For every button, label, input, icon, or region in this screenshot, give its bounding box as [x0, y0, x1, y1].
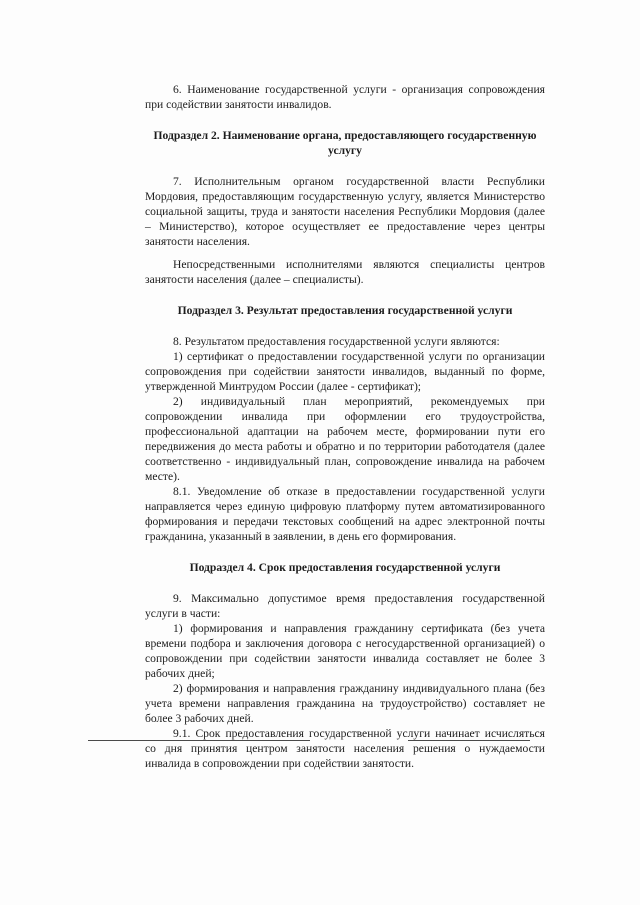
paragraph-item-9-1-term: 9.1. Срок предоставления государственной услуги начинает исчисляться со дня принятия центром занятости населения решения о нуждаемости инвалида в сопровождении при содействии занятости.	[145, 727, 545, 770]
paragraph-item-8-1: 1) сертификат о предоставлении государственной услуги по организации сопровождения при содействии занятости инвалидов, выданный по форме, утвержденной Минтрудом России (далее - сертификат);	[145, 350, 545, 393]
paragraph-item-8: 8. Результатом предоставления государственной услуги являются:	[173, 335, 500, 348]
paragraph-item-9-2: 2) формирования и направления гражданину индивидуального плана (без учета времени направления гражданина на трудоустройство) составляет не более 3 рабочих дней.	[145, 682, 545, 725]
footer-rule-right	[408, 740, 530, 741]
subsection-4-title: Подраздел 4. Срок предоставления государственной услуги	[189, 561, 501, 574]
paragraph-item-9: 9. Максимально допустимое время предоставления государственной услуги в части:	[145, 592, 545, 620]
subsection-3-title: Подраздел 3. Результат предоставления государственной услуги	[177, 304, 513, 317]
subsection-2-title: Подраздел 2. Наименование органа, предоставляющего государственную услугу	[153, 129, 537, 157]
paragraph-item-8-1-notice: 8.1. Уведомление об отказе в предоставлении государственной услуги направляется через единую цифровую платформу путем автоматизированного формирования и передачи текстовых сообщений на адрес электронной почты гражданина, указанный в заявлении, в день его формирования.	[145, 485, 545, 543]
paragraph-item-9-1: 1) формирования и направления гражданину сертификата (без учета времени подбора и заключения договора с негосударственной организацией) о сопровождении при содействии занятости инвалида составляет не более 3 рабочих дней;	[145, 622, 545, 680]
footer-rule-left	[88, 740, 310, 741]
paragraph-item-7-executors: Непосредственными исполнителями являются специалисты центров занятости населения (далее – специалисты).	[145, 258, 545, 286]
paragraph-item-6: 6. Наименование государственной услуги - организация сопровождения при содействии занятости инвалидов.	[145, 83, 545, 111]
paragraph-item-7: 7. Исполнительным органом государственной власти Республики Мордовия, предоставляющим государственную услугу, является Министерство социальной защиты, труда и занятости населения Республики Мордовия (далее – Министерство), которое осуществляет ее предоставление через центры занятости населения.	[145, 175, 545, 248]
paragraph-item-8-2: 2) индивидуальный план мероприятий, рекомендуемых при сопровождении инвалида при оформлении его трудоустройства, профессиональной адаптации на рабочем месте, формировании пути его передвижения до места работы и обратно и по территории работодателя (далее соответственно - индивидуальный план, сопровождение инвалида на рабочем месте).	[145, 395, 545, 483]
document-body	[145, 82, 545, 771]
